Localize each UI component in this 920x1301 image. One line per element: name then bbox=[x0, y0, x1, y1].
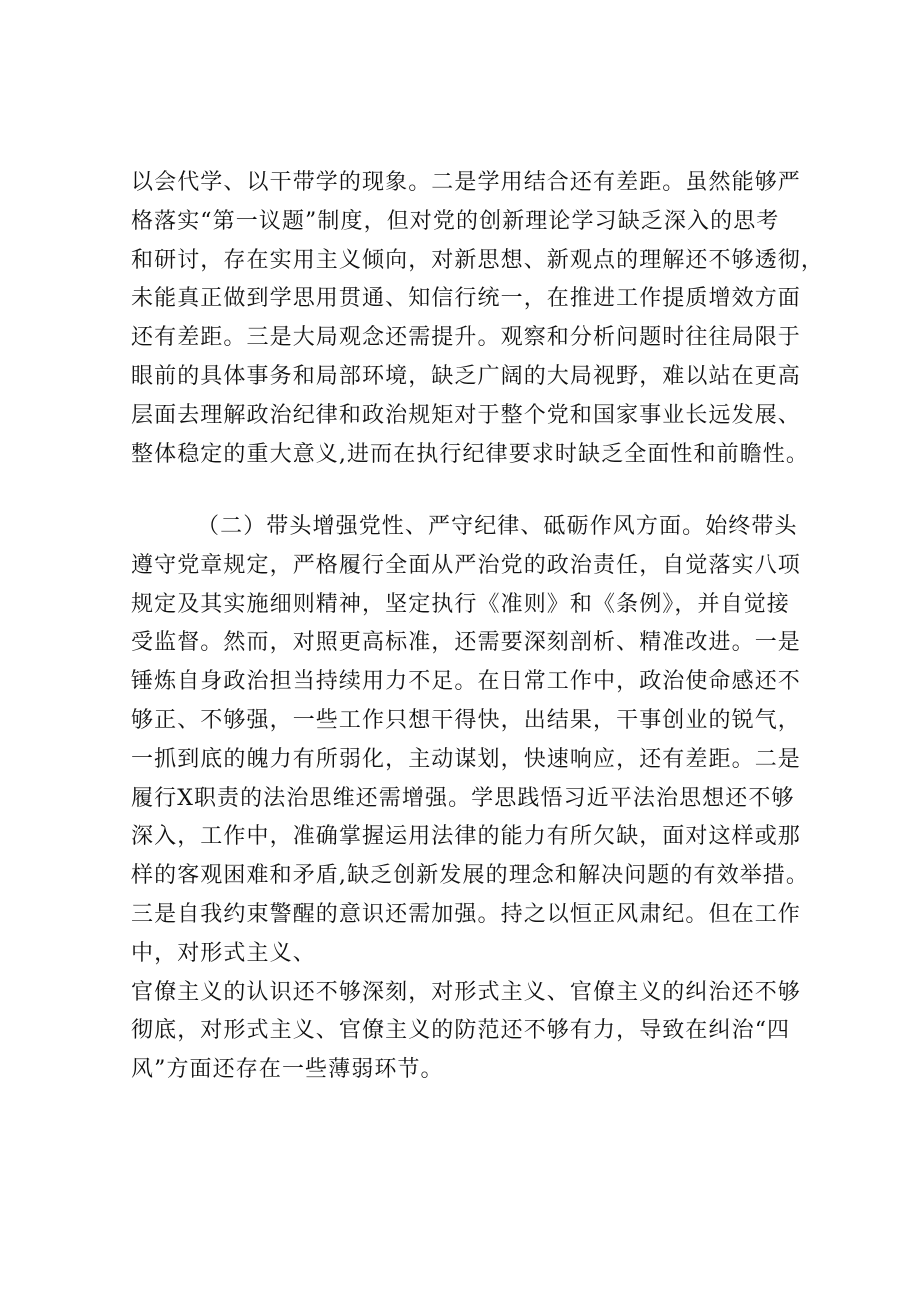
text-line: 够正、不够强，一些工作只想干得快，出结果，干事创业的锐气， bbox=[131, 707, 801, 733]
text-line: 和研讨，存在实用主义倾向，对新思想、新观点的理解还不够透彻， bbox=[131, 247, 825, 273]
text-line: 履行X职责的法治思维还需增强。学思践悟习近平法治思想还不够 bbox=[131, 785, 795, 811]
text-line: 锤炼自身政治担当持续用力不足。在日常工作中，政治使命感还不 bbox=[131, 669, 801, 695]
text-line: 还有差距。三是大局观念还需提升。观察和分析问题时往往局限于 bbox=[131, 325, 801, 351]
text-line: 一抓到底的魄力有所弱化，主动谋划，快速响应，还有差距。二是 bbox=[131, 746, 801, 772]
text-line: 以会代学、以干带学的现象。二是学用结合还有差距。虽然能够严 bbox=[131, 170, 801, 195]
text-line: 彻底，对形式主义、官僚主义的防范还不够有力，导致在纠治“四 bbox=[131, 1018, 791, 1044]
text-line: 整体稳定的重大意义,进而在执行纪律要求时缺乏全面性和前瞻性。 bbox=[131, 441, 809, 467]
text-line: 遵守党章规定，严格履行全面从严治党的政治责任，自觉落实八项 bbox=[131, 552, 801, 578]
text-line: 眼前的具体事务和局部环境，缺乏广阔的大局视野，难以站在更高 bbox=[131, 363, 801, 389]
section-heading-line: （二）带头增强党性、严守纪律、砥砺作风方面。始终带头 bbox=[197, 514, 798, 539]
text-line: 受监督。然而，对照更高标准，还需要深刻剖析、精准改进。一是 bbox=[131, 630, 801, 656]
text-line: 样的客观困难和矛盾,缺乏创新发展的理念和解决问题的有效举措。 bbox=[131, 863, 809, 889]
text-line: 格落实“第一议题”制度，但对党的创新理论学习缺乏深入的思考 bbox=[131, 208, 780, 234]
text-line: 风”方面还存在一些薄弱环节。 bbox=[131, 1057, 444, 1083]
text-line: 深入，工作中，准确掌握运用法律的能力有所欠缺，面对这样或那 bbox=[131, 824, 801, 850]
text-line: 规定及其实施细则精神，坚定执行《准则》和《条例》，并自觉接 bbox=[131, 591, 790, 617]
text-line: 中，对形式主义、 bbox=[131, 940, 316, 966]
text-line: 层面去理解政治纪律和政治规矩对于整个党和国家事业长远发展、 bbox=[131, 402, 801, 428]
text-line: 官僚主义的认识还不够深刻，对形式主义、官僚主义的纠治还不够 bbox=[131, 979, 801, 1005]
text-line: 未能真正做到学思用贯通、知信行统一，在推进工作提质增效方面 bbox=[131, 286, 801, 312]
paragraph-continuation bbox=[131, 164, 825, 474]
text-line: 三是自我约束警醒的意识还需加强。持之以恒正风肃纪。但在工作 bbox=[131, 901, 801, 927]
paragraph-section-two bbox=[131, 508, 811, 1090]
